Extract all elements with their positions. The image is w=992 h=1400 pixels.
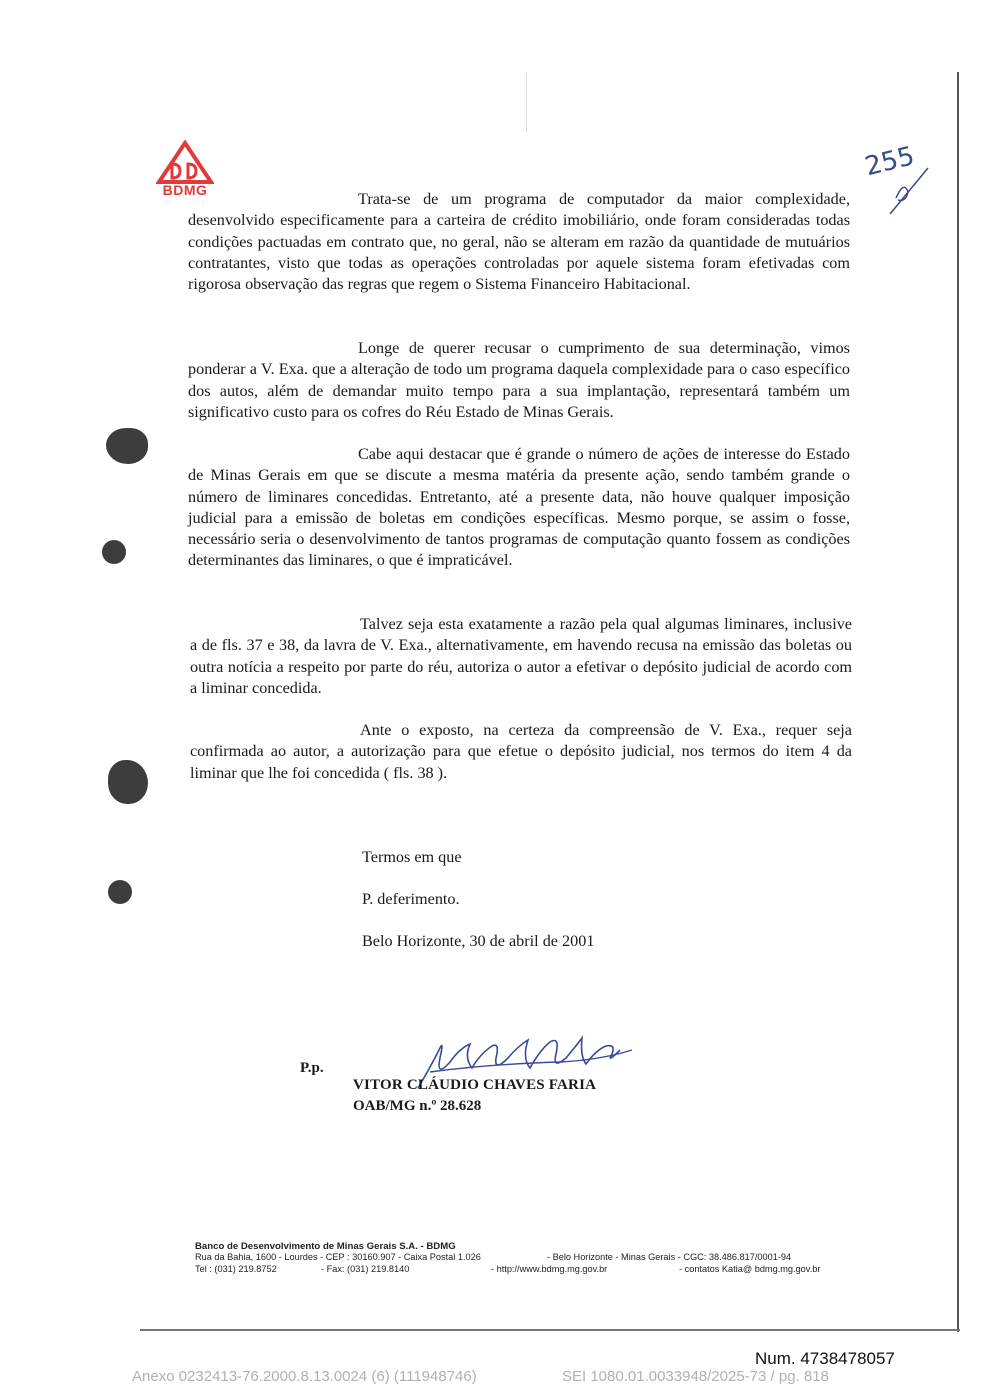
paragraph-3: Cabe aqui destacar que é grande o número de ações de interesse do Estado de Minas Gerais em que se discute a mesma matéria da presente ação, sendo também grande o número de liminares concedidas. Entretanto, até a presente data, não houve qualquer imposição judicial para a emissão de boletas em condições específicas. Mesmo porque, se assim o fosse, necessário seria o desenvolvimento de tantos programas de computação quanto fossem as condições determinantes das liminares, o que é impraticável.: [188, 445, 850, 570]
footer-web: - http://www.bdmg.mg.gov.br: [491, 1264, 608, 1274]
scan-fold-line: [526, 72, 527, 132]
anexo-reference: Anexo 0232413-76.2000.8.13.0024 (6) (111948746): [132, 1368, 477, 1385]
punch-hole: [108, 880, 132, 904]
logo-text: BDMG: [162, 182, 208, 198]
scan-edge-bottom: [140, 1329, 960, 1331]
pp-label: P.p.: [300, 1060, 324, 1076]
punch-hole: [108, 760, 148, 804]
paragraph-4: Talvez seja esta exatamente a razão pela qual algumas liminares, inclusive a de fls. 37 e 38, da lavra de V. Exa., alternativamente, em havendo recusa na emissão das boletas ou outra notícia a respeito por parte do réu, autoriza o autor a efetivar o depósito judicial de acordo com a liminar concedida.: [190, 615, 852, 697]
stamp-number: 255: [862, 141, 918, 183]
sei-reference: SEI 1080.01.0033948/2025-73 / pg. 818: [562, 1368, 829, 1385]
signer-oab: OAB/MG n.º 28.628: [353, 1098, 482, 1114]
punch-hole: [102, 540, 126, 564]
closing-line-1: Termos em que: [362, 848, 462, 866]
paragraph-2: Longe de querer recusar o cumprimento de sua determinação, vimos ponderar a V. Exa. que a alteração de todo um programa daquela complexidade para o caso específico dos autos, além de demandar muito tempo para a sua implantação, representará também um significativo custo para os cofres do Réu Estado de Minas Gerais.: [188, 339, 850, 421]
document-number: Num. 4738478057: [755, 1349, 895, 1368]
scan-edge-right: [957, 72, 959, 1332]
punch-hole: [106, 428, 148, 464]
footer-company: Banco de Desenvolvimento de Minas Gerais S.A. - BDMG: [195, 1241, 456, 1252]
footer-fax: - Fax: (031) 219.8140: [321, 1264, 410, 1274]
closing-line-2: P. deferimento.: [362, 890, 460, 908]
footer-email: - contatos Katia@ bdmg.mg.gov.br: [679, 1264, 821, 1274]
page-number-stamp: [858, 128, 938, 218]
bdmg-triangle-icon: [156, 140, 214, 184]
paragraph-1: Trata-se de um programa de computador da maior complexidade, desenvolvido especificamente para a carteira de crédito imobiliário, onde foram consideradas todas condições pactuadas em contrato que, no geral, não se alteram em razão da quantidade de mutuários contratantes, visto que todas as operações controladas por aquele sistema foram efetivadas com rigorosa observação das regras que regem o Sistema Financeiro Habitacional.: [188, 190, 850, 294]
footer-city: - Belo Horizonte - Minas Gerais - CGC: 38.486.817/0001-94: [547, 1252, 792, 1262]
footer-address: Rua da Bahia, 1600 - Lourdes - CEP : 30160.907 - Caixa Postal 1.026: [195, 1252, 481, 1262]
paragraph-5: Ante o exposto, na certeza da compreensão de V. Exa., requer seja confirmada ao autor, a autorização para que efetue o depósito judicial, nos termos do item 4 da liminar que lhe foi concedida ( fls. 38 ).: [190, 721, 852, 782]
closing-date: Belo Horizonte, 30 de abril de 2001: [362, 932, 595, 950]
signer-name: VITOR CLÁUDIO CHAVES FARIA: [353, 1077, 597, 1093]
footer-tel: Tel : (031) 219.8752: [195, 1264, 277, 1274]
